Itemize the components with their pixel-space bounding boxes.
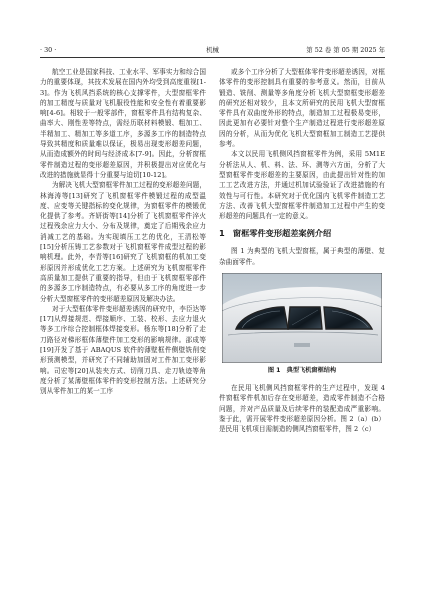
paragraph: 或多个工序分析了大型框体零件变形超差诱因，对框体零件的变形控制具有重要的参考意义。然而，目前从锻造、铣削、测量等多角度分析飞机大型窗框变形超差的研究还相对较少，且本文所研究的民用飞机大型窗框零件具有双曲度外形的特点，制造加工过程极易变形，因此更加有必要针对整个生产制造过程进行变形超差原因的分析，从而为优化飞机大型窗框加工制造工艺提供参考。 xyxy=(219,68,385,149)
aircraft-window-frame-photo xyxy=(222,273,382,363)
figure-intro: 图 1 为典型的飞机大型窗框，属于典型的薄壁、复杂曲面零件。 xyxy=(219,247,385,266)
running-header xyxy=(40,44,385,56)
right-column xyxy=(219,67,385,435)
journal-name: 机械 xyxy=(206,46,219,54)
paragraph: 本文以民用飞机侧风挡窗框零件为例，采用 5M1E 分析法从人、机、料、法、环、测等六方面，分析了大型窗框零件变形超差的主要原因，由此提出针对性的加工工艺改进方法，并通过机加试验验证了改进措施的有效性与可行性。本研究对于优化国内飞机零件制造工艺方法、改善飞机大型窗框零件制造加工过程中产生的变形超差的问题具有一定的意义。 xyxy=(219,150,385,221)
header-divider xyxy=(40,57,385,58)
paragraph: 在民用飞机侧风挡窗框零件的生产过程中，发现 4 件窗框零件机加后存在变形超差，造成零件制造不合格问题，并对产品质量及后续零件的装配造成严重影响。鉴于此，需开展零件变形超差原因分析。图 2（a）(b）是民用飞机项目需制造的侧风挡窗框零件，图 2（c） xyxy=(219,384,385,434)
aircraft-cockpit-illustration xyxy=(222,273,382,363)
left-column xyxy=(40,67,206,397)
paragraph: 对于大型框体零件变形超差诱因的研究中，李臣达等[17]从焊接规范、焊接顺序、工装、校形、去应力退火等多工序综合控制框体焊接变形。杨东等[18]分析了走刀路径对梯形框体薄壁件加工变形的影响规律。邵成等[19]开发了基于 ABAQUS 软件的薄壁框件侧壁铣削变形预测模型，并研究了不同辅助加固对工件加工变形影响。司宏等[20]从装夹方式、切削刀具、走刀轨迹等角度分析了某薄壁框体零件的变形控制方法。上述研究分别从零件加工的某一工序 xyxy=(40,304,206,396)
figure-caption: 图 1 典型飞机窗框结构 xyxy=(267,367,337,375)
volume-issue: 第 52 卷 第 05 期 2025 年 xyxy=(306,46,385,54)
paragraph: 航空工业是国家科技、工业水平、军事实力和综合国力的重要体现，其技术发展在国内外均受到高度重视[1-3]。作为飞机风挡系统的核心支撑零件，大型窗框零件的加工精度与质量对飞机服役性能和安全性有着重要影响[4-6]。相较于一般零部件，窗框零件具有结构复杂、曲率大、刚性差等特点，需经历联材料模锻、粗加工、半精加工、精加工等多道工序，多源多工序的制造特点导致其精度和质量难以保证，极易出现变形超差问题，从而造成额外的时间与经济成本[7-9]。因此，分析窗框零件制造过程的变形超差原因，并积极提出对应优化与改进的措施就显得十分重要与迫切[10-12]。 xyxy=(40,68,206,179)
paragraph: 为解决飞机大型窗框零件加工过程的变形超差问题，林海涛等[13]研究了飞机窗框零件模锻过程的成型温度、应变等关键指标的变化规律，为窗框零件的模锻优化提供了参考。齐妍街等[14]分析了飞机窗框零件淬火过程残余应力大小、分布及规律，奠定了后期残余应力消减工艺的基础。为实现填压工艺的优化，王清松等[15]分析压铸工艺参数对于飞机窗框零件成型过程的影响机理。此外，李青等[16]研究了飞机窗框的机加工变形原因并形成优化工艺方案。上述研究为飞机窗框零件高质量加工提供了重要的指导，但由于飞机窗框零部件的多源多工序制造特点，有必要从多工序的角度进一步分析大型窗框零件的变形超差原因及解决办法。 xyxy=(40,181,206,303)
section-heading: 1 窗框零件变形超差案例介绍 xyxy=(219,228,332,239)
page-number: · 30 · xyxy=(40,46,57,54)
